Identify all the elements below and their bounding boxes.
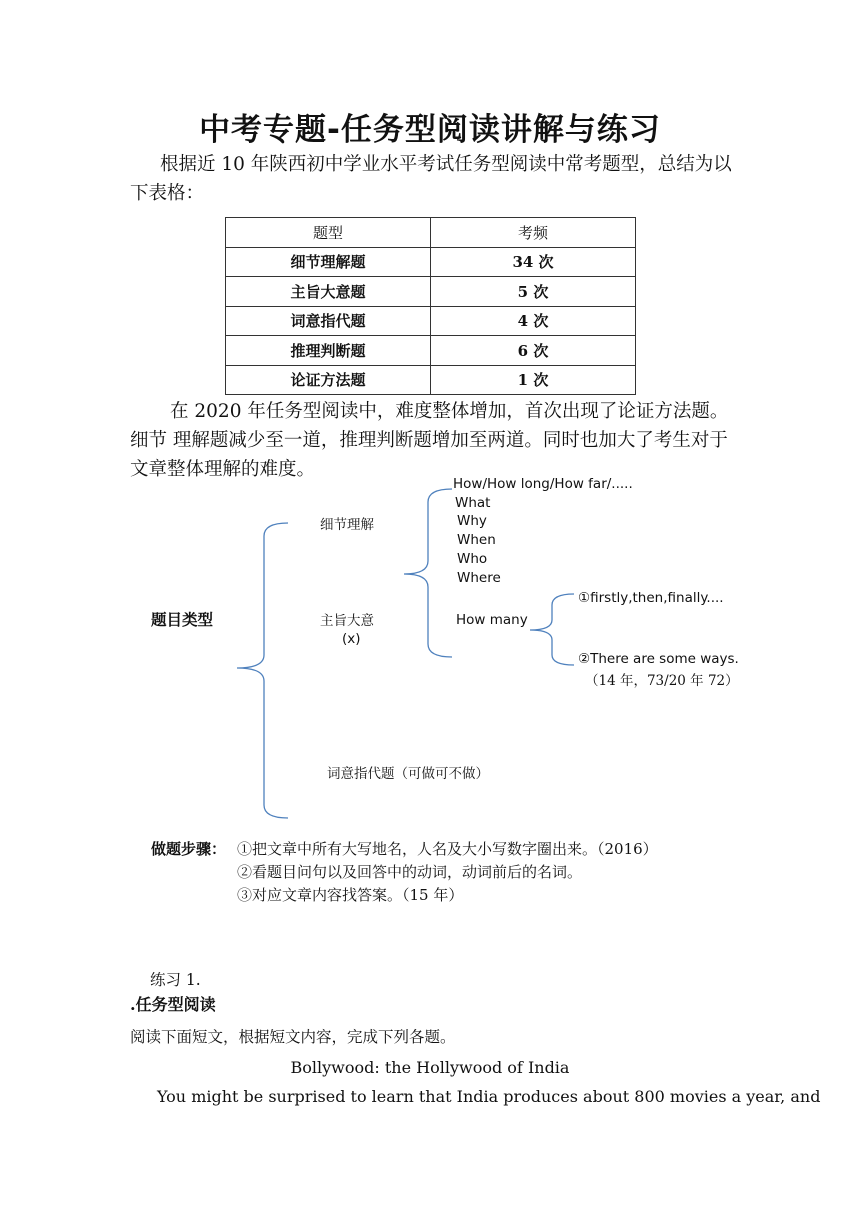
question-word: What: [455, 494, 491, 511]
cell-type: 主旨大意题: [226, 277, 431, 307]
cell-frequency: 6 次: [431, 336, 636, 366]
cell-frequency: 1 次: [431, 365, 636, 395]
cell-type: 论证方法题: [226, 365, 431, 395]
exercise-instruction: 阅读下面短文，根据短文内容，完成下列各题。: [130, 1028, 456, 1046]
step-item: ②看题目问句以及回答中的动词，动词前后的名词。: [237, 863, 583, 881]
branch-word-reference: 词意指代题（可做可不做）: [327, 766, 489, 782]
header-frequency: 考频: [431, 218, 636, 248]
question-word: How/How long/How far/.....: [453, 476, 633, 492]
cell-type: 细节理解题: [226, 247, 431, 277]
root-bracket: [237, 523, 288, 818]
cell-frequency: 5 次: [431, 277, 636, 307]
header-type: 题型: [226, 218, 431, 248]
how-many-label: How many: [456, 612, 528, 628]
cell-frequency: 34 次: [431, 247, 636, 277]
how-many-note: （14 年，73/20 年 72）: [585, 673, 739, 689]
how-many-bracket: [530, 594, 574, 665]
section-heading: .任务型阅读: [130, 995, 216, 1014]
cell-type: 词意指代题: [226, 306, 431, 336]
intro-paragraph: 根据近 10 年陕西初中学业水平考试任务型阅读中常考题型，总结为以下表格：: [130, 154, 732, 204]
question-list: [453, 475, 633, 587]
branch-detail: 细节理解: [320, 517, 374, 533]
branch-main-idea: 主旨大意: [320, 613, 374, 629]
question-word: Where: [457, 569, 501, 586]
passage-title: Bollywood: the Hollywood of India: [290, 1058, 570, 1077]
exercise-label: 练习 1.: [150, 971, 201, 989]
cell-type: 推理判断题: [226, 336, 431, 366]
how-many-option-1: ①firstly,then,finally....: [578, 590, 724, 606]
diagram-root-label: 题目类型: [151, 610, 214, 629]
steps-label: 做题步骤：: [151, 840, 227, 858]
question-bracket: [404, 489, 452, 657]
passage-text: You might be surprised to learn that India produces about 800 movies a year, and: [157, 1087, 821, 1106]
summary-paragraph: 在 2020 年任务型阅读中，难度整体增加，首次出现了论证方法题。细节 理解题减少至一道，推理判断题增加至两道。同时也加大了考生对于文章整体理解的难度。: [130, 401, 729, 480]
branch-main-note: (x): [342, 631, 361, 647]
cell-frequency: 4 次: [431, 306, 636, 336]
how-many-option-2: ②There are some ways.: [578, 651, 739, 667]
question-word: Who: [457, 550, 488, 567]
question-word: When: [457, 532, 496, 549]
page-title: 中考专题-任务型阅读讲解与练习: [199, 112, 661, 148]
step-item: ③对应文章内容找答案。（15 年）: [237, 886, 464, 904]
question-word: Why: [457, 513, 487, 530]
step-item: ①把文章中所有大写地名，人名及大小写数字圈出来。（2016）: [237, 840, 658, 858]
